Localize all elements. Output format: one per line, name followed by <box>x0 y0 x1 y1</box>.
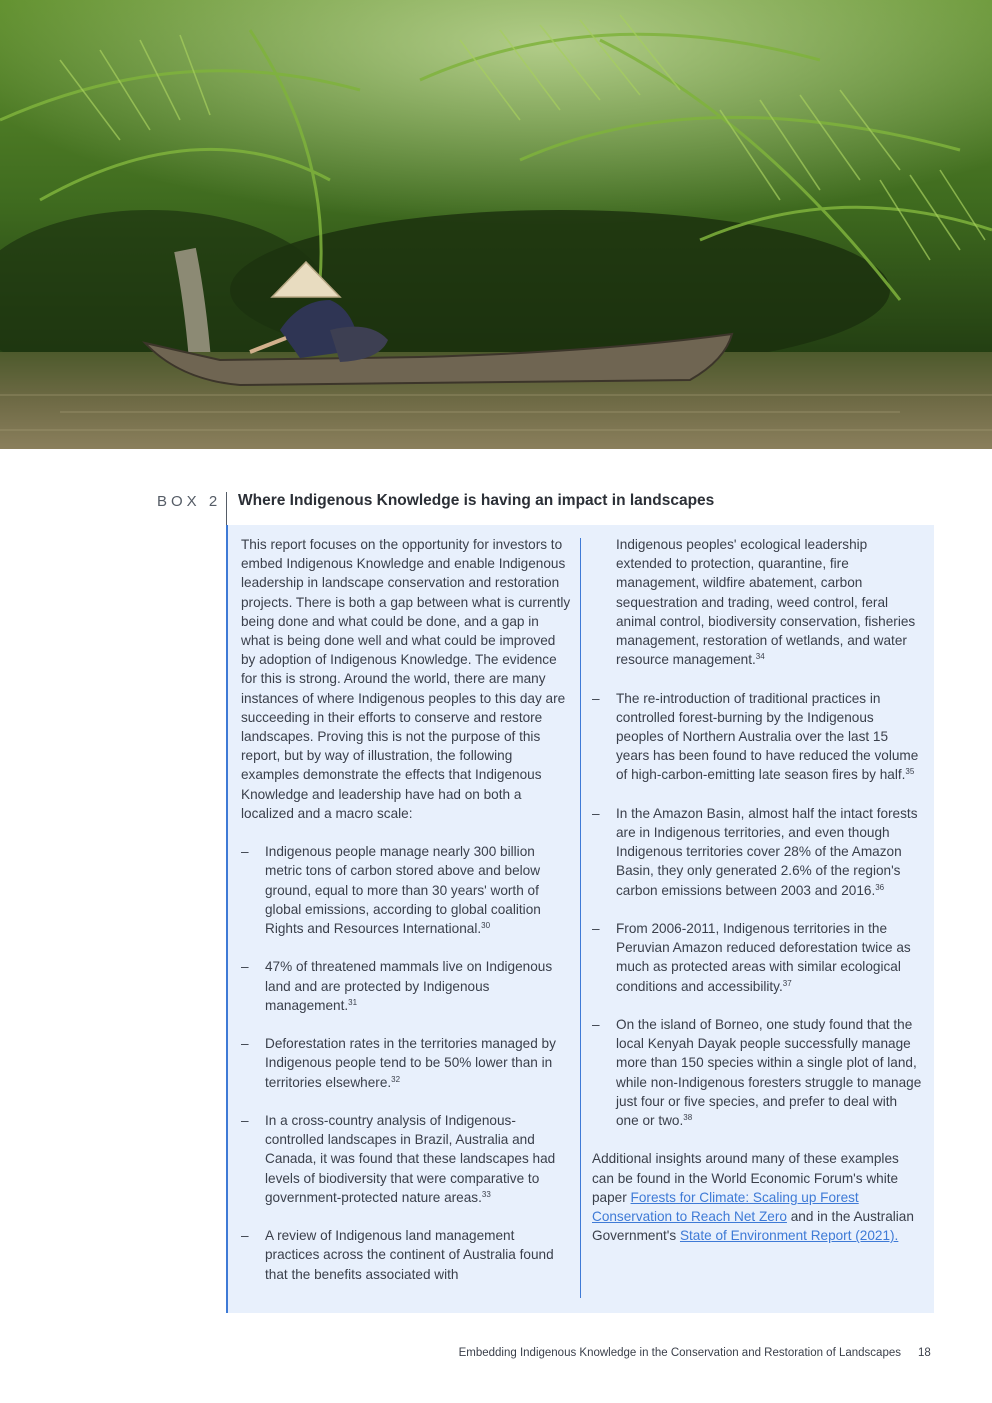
box-divider <box>226 492 227 527</box>
box-label: BOX 2 <box>157 493 222 510</box>
list-item: – On the island of Borneo, one study found that the local Kenyah Dayak people successfully manage more than 150 species within a single plot of land, while non-Indigenous foresters struggle to manage just four or five species, and prefer to deal with one or two.$^{38}$ <box>592 1015 922 1130</box>
list-item: – 47% of threatened mammals live on Indigenous land and are protected by Indigenous management.$^{31}$ <box>241 957 571 1015</box>
list-item: – Indigenous people manage nearly 300 billion metric tons of carbon stored above and below ground, equal to more than 30 years' worth of global emissions, according to global coalition Rights and Resources International.$^{30}$ <box>241 842 571 938</box>
footer-title: Embedding Indigenous Knowledge in the Conservation and Restoration of Landscapes <box>458 1347 901 1359</box>
list-item: – The re-introduction of traditional practices in controlled forest-burning by the Indigenous peoples of Northern Australia over the last 15 years has been found to have reduced the volume of high-carbon-emitting late season fires by half.$^{35}$ <box>592 689 922 785</box>
left-column <box>241 535 571 1303</box>
page-number: 18 <box>918 1347 931 1359</box>
list-item: – In a cross-country analysis of Indigenous-controlled landscapes in Brazil, Australia and Canada, it was found that these landscapes had levels of biodiversity that were comparative to government-protected nature areas.$^{33}$ <box>241 1111 571 1207</box>
bullet-list-left <box>241 842 571 1284</box>
river-canoe-illustration <box>0 0 992 449</box>
list-item: – From 2006-2011, Indigenous territories in the Peruvian Amazon reduced deforestation twice as much as protected areas with similar ecological conditions and accessibility.$^{37}$ <box>592 919 922 996</box>
state-of-environment-link[interactable]: State of Environment Report (2021). <box>679 1228 899 1244</box>
bullet-list-right <box>592 535 922 1130</box>
list-item: – A review of Indigenous land management practices across the continent of Australia found that the benefits associated with <box>241 1226 571 1284</box>
list-item: – In the Amazon Basin, almost half the intact forests are in Indigenous territories, and even though Indigenous territories cover 28% of the Amazon Basin, they only generated 2.6% of the region's carbon emissions between 2003 and 2016.36 <box>592 804 922 900</box>
list-item: – Deforestation rates in the territories managed by Indigenous people tend to be 50% lower than in territories elsewhere.$^{32}$ <box>241 1034 571 1092</box>
box-title: Where Indigenous Knowledge is having an impact in landscapes <box>238 492 715 509</box>
hero-photo <box>0 0 992 449</box>
intro-paragraph: This report focuses on the opportunity for investors to embed Indigenous Knowledge and enable Indigenous leadership in landscape conservation and restoration projects. There is both a gap between what is currently being done and what could be done, and a gap in what is being done well and what could be improved by adoption of Indigenous Knowledge. The evidence for this is strong. Around the world, there are many instances of where Indigenous peoples to this day are succeeding in their efforts to conserve and restore landscapes. Proving this is not the purpose of this report, but by way of illustration, the following examples demonstrate the effects that Indigenous Knowledge and leadership have had on both a localized and a macro scale: <box>241 537 571 821</box>
closing-paragraph: Additional insights around many of these examples can be found in the World Economic Forum's white paper Forests for Climate: Scaling up Forest Conservation to Reach Net Zero and in the Australian Government's State of Environment Report (2021). <box>592 1151 914 1244</box>
right-column <box>592 535 922 1265</box>
forests-for-climate-link[interactable]: Forests for Climate: Scaling up Forest Conservation to Reach Net Zero <box>592 1189 859 1225</box>
column-separator <box>580 538 581 1298</box>
list-item-continued: Indigenous peoples' ecological leadership extended to protection, quarantine, fire management, wildfire abatement, carbon sequestration and trading, weed control, feral animal control, biodiversity conservation, fisheries management, restoration of wetlands, and water resource management.$^{34}$ <box>616 537 916 668</box>
